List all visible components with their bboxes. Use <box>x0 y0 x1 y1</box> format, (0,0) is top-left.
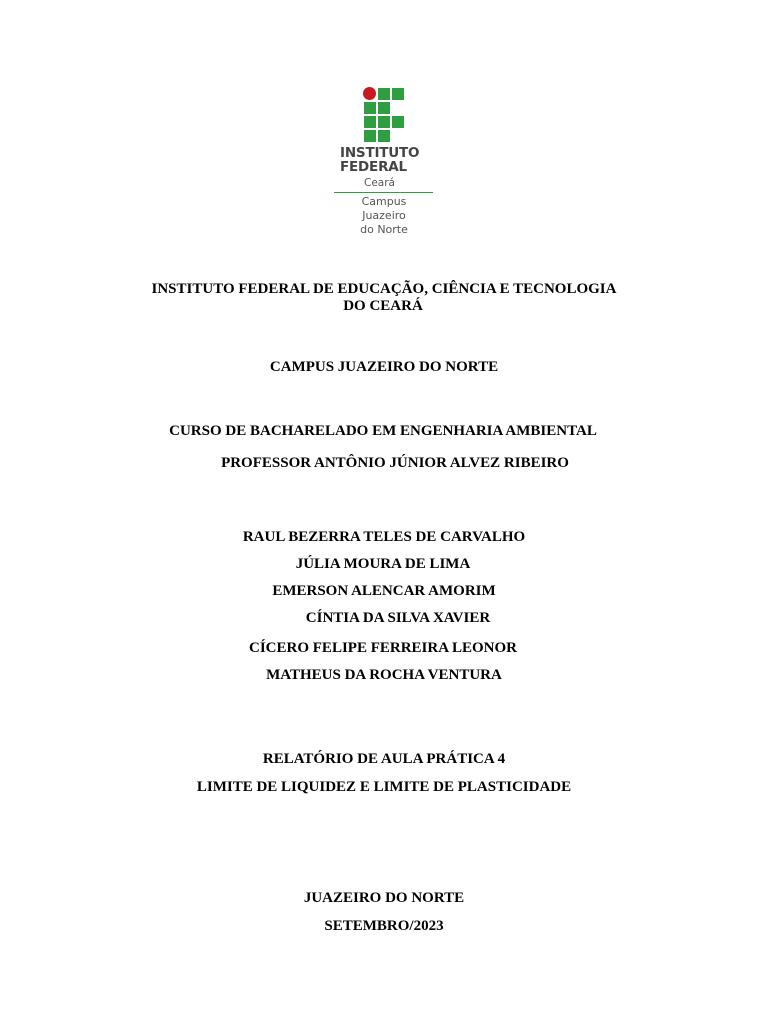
report-subtitle: LIMITE DE LIQUIDEZ E LIMITE DE PLASTICIDADE <box>196 779 572 795</box>
author-name: MATHEUS DA ROCHA VENTURA <box>266 667 502 683</box>
author-name: JÚLIA MOURA DE LIMA <box>295 556 471 572</box>
professor-name: PROFESSOR ANTÔNIO JÚNIOR ALVEZ RIBEIRO <box>221 455 569 471</box>
course-name: CURSO DE BACHARELADO EM ENGENHARIA AMBIENTAL <box>169 423 597 439</box>
author-name: EMERSON ALENCAR AMORIM <box>272 583 496 599</box>
institution-name-line2: DO CEARÁ <box>343 298 423 314</box>
author-name: CÍNTIA DA SILVA XAVIER <box>305 610 491 626</box>
logo-mark-icon <box>362 86 406 142</box>
logo-campus: Campus Juazeiro do Norte <box>360 195 408 236</box>
institution-logo <box>334 86 434 242</box>
logo-divider <box>334 192 433 193</box>
logo-title: INSTITUTO FEDERAL <box>340 145 420 175</box>
footer-date: SETEMBRO/2023 <box>324 918 444 934</box>
logo-state: Ceará <box>364 177 395 189</box>
author-name: CÍCERO FELIPE FERREIRA LEONOR <box>249 640 517 656</box>
author-name: RAUL BEZERRA TELES DE CARVALHO <box>242 529 526 545</box>
report-title: RELATÓRIO DE AULA PRÁTICA 4 <box>262 751 506 767</box>
campus-name: CAMPUS JUAZEIRO DO NORTE <box>269 359 499 375</box>
institution-name-line1: INSTITUTO FEDERAL DE EDUCAÇÃO, CIÊNCIA E TECNOLOGIA <box>151 281 617 297</box>
footer-city: JUAZEIRO DO NORTE <box>303 890 465 906</box>
